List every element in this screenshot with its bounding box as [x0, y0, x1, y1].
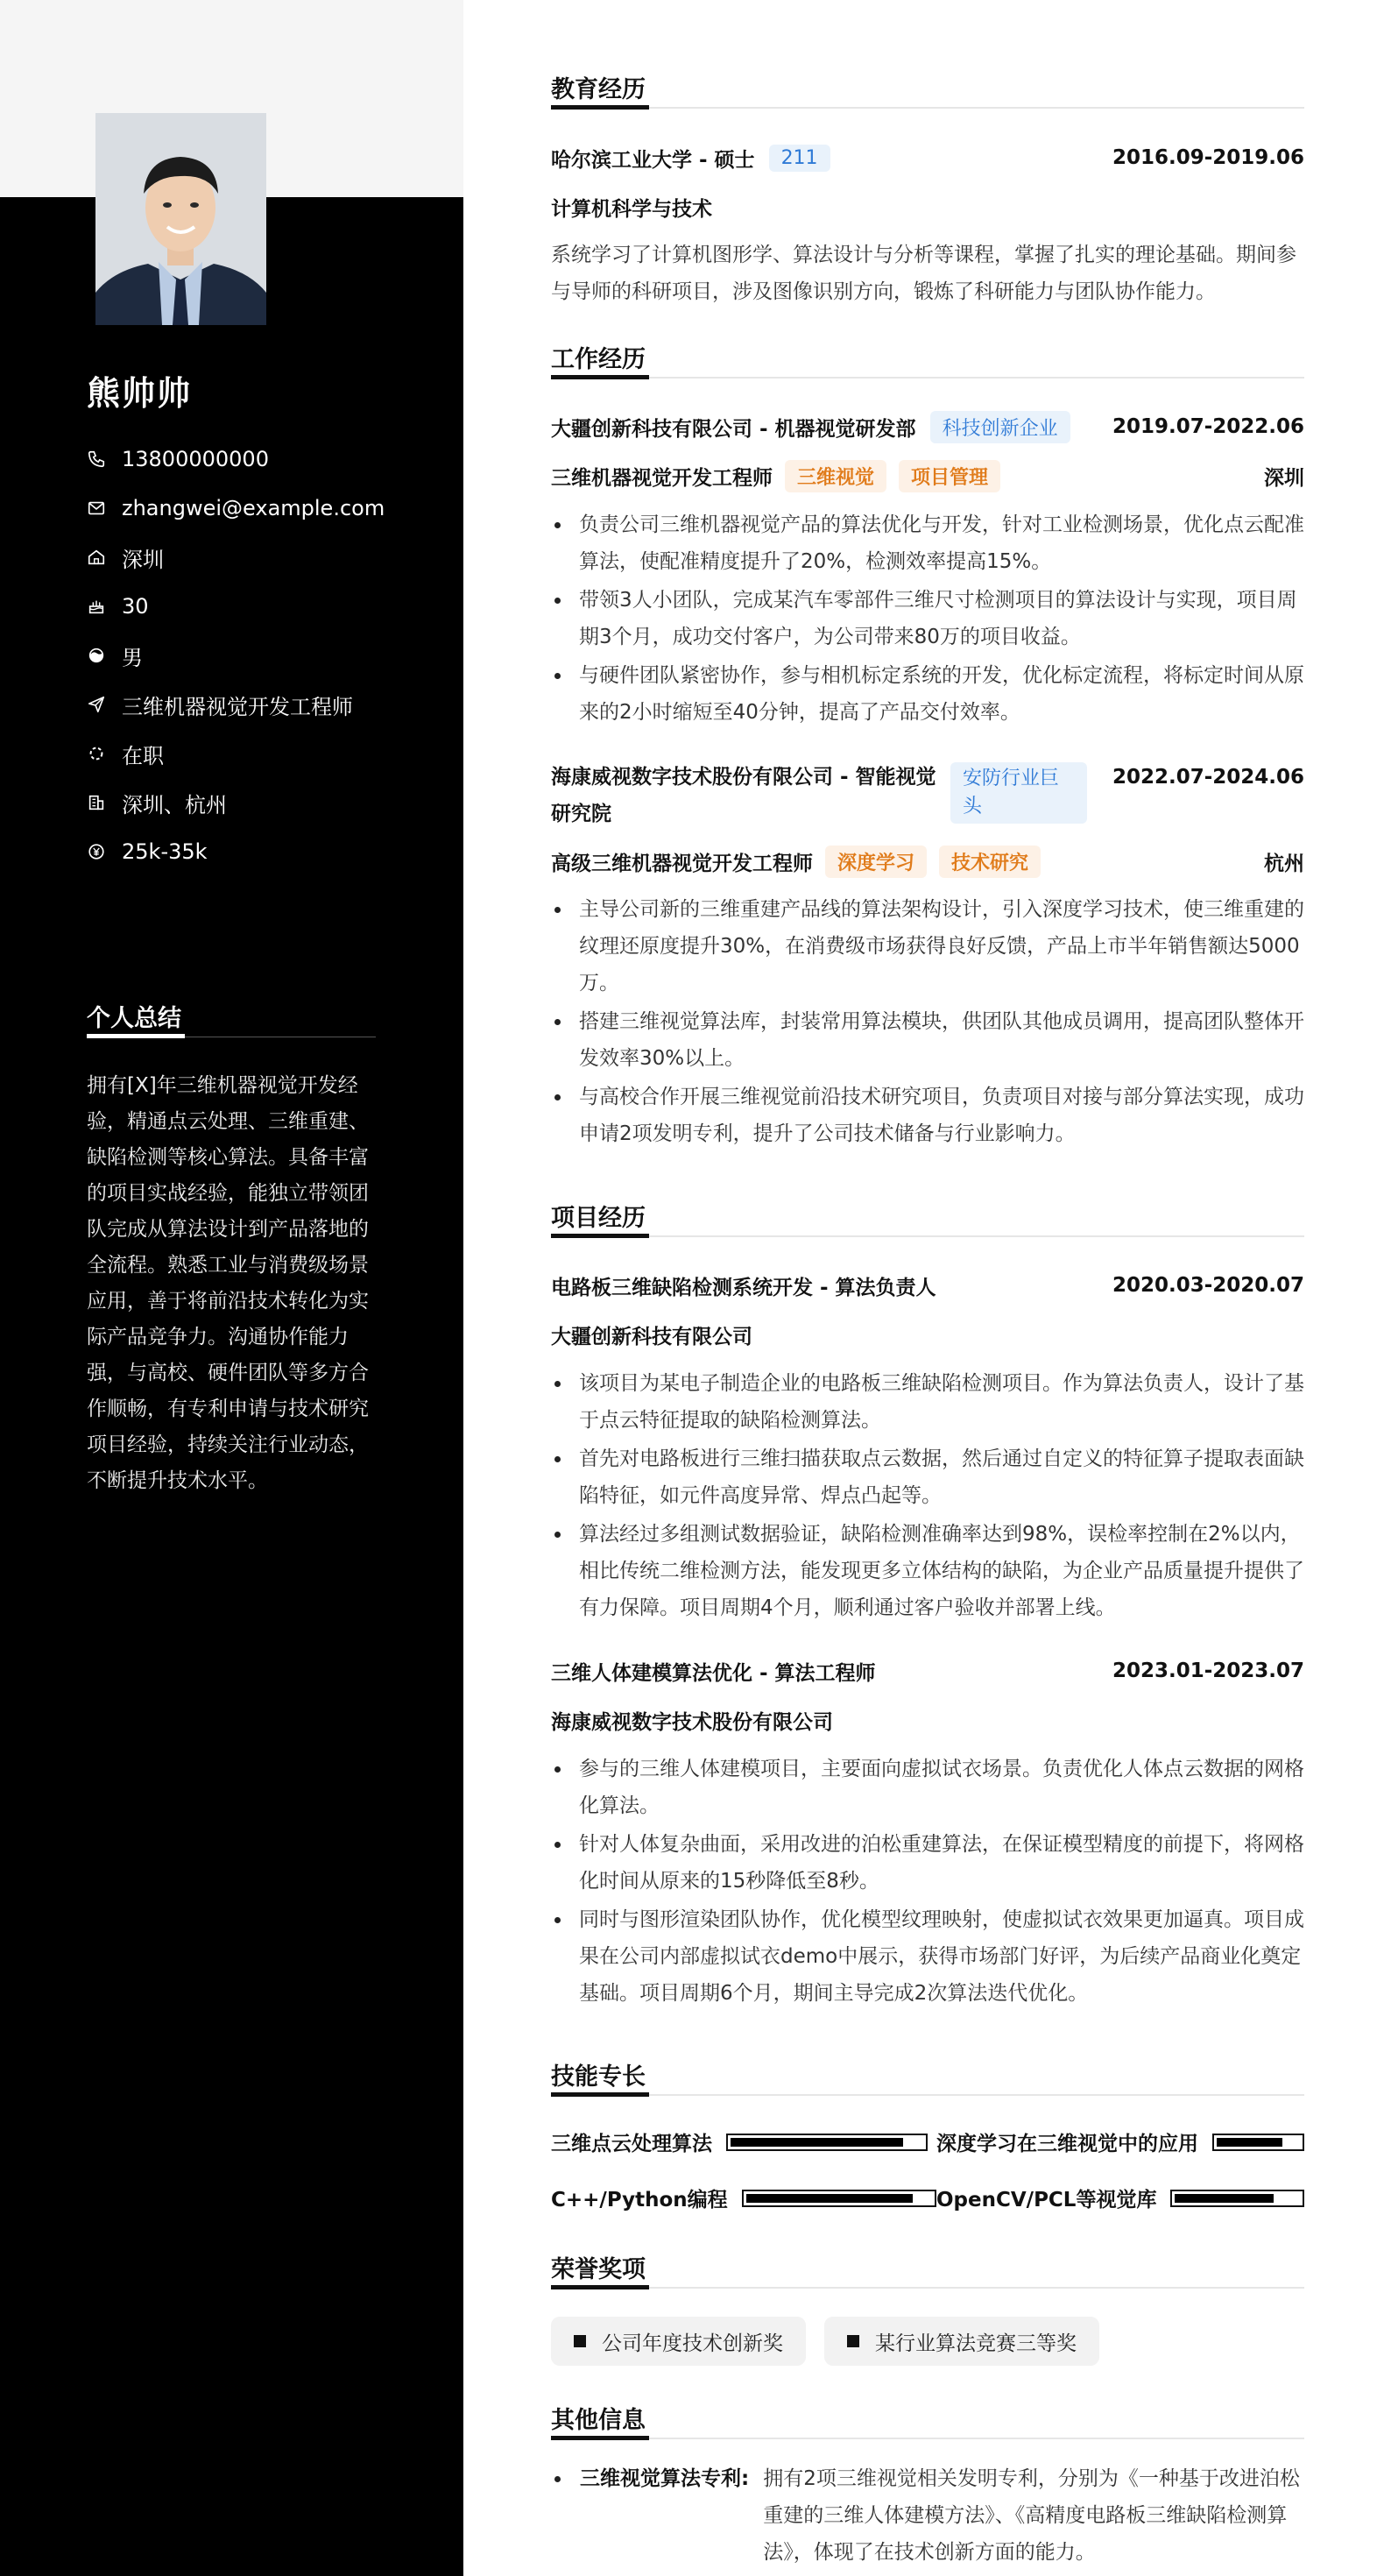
skills-row-1 [551, 2127, 1304, 2156]
project-2-date: 2023.01-2023.07 [1112, 1660, 1304, 1682]
list-item: 首先对电路板进行三维扫描获取点云数据，然后通过自定义的特征算子提取表面缺陷特征，如元件高度异常、焊点凸起等。 [551, 1440, 1304, 1514]
skill-name: C++/Python编程 [551, 2189, 728, 2212]
list-item: 带领3人小团队，完成某汽车零部件三维尺寸检测项目的算法设计与实现，项目周期3个月，成功交付客户，为公司带来80万的项目收益。 [551, 582, 1304, 655]
skill-name: 三维点云处理算法 [551, 2133, 712, 2155]
skills-row-2 [551, 2183, 1304, 2212]
skill-item [551, 2127, 936, 2156]
building-icon [87, 793, 106, 812]
skill-bar-fill [1217, 2138, 1282, 2147]
target-city-text: 深圳、杭州 [122, 792, 227, 817]
education-description: 系统学习了计算机图形学、算法设计与分析等课程，掌握了扎实的理论基础。期间参与导师的科研项目，涉及图像识别方向，锻炼了科研能力与团队协作能力。 [551, 244, 1296, 303]
work-1-skill-tag: 项目管理 [899, 460, 1000, 492]
info-age [87, 582, 437, 631]
work-2-city: 杭州 [1264, 852, 1304, 875]
other-heading: 其他信息 [551, 2407, 646, 2434]
work-1-bullets [551, 506, 1304, 732]
list-item: 与硬件团队紧密协作，参与相机标定系统的开发，优化标定流程，将标定时间从原来的2小时缩短至40分钟，提高了产品交付效率。 [551, 657, 1304, 731]
awards-heading: 荣誉奖项 [551, 2256, 646, 2283]
project-1-company: 大疆创新科技有限公司 [551, 1325, 752, 1348]
home-icon [87, 548, 106, 567]
project-2-company-row [551, 1702, 1304, 1737]
work-1-role-row [551, 458, 1304, 493]
education-divider [551, 107, 1304, 109]
work-2-date: 2022.07-2024.06 [1112, 766, 1304, 789]
summary-heading: 个人总结 [87, 1005, 181, 1032]
list-item: 搭建三维视觉算法库，封装常用算法模块，供团队其他成员调用，提高团队整体开发效率30%以上。 [551, 1003, 1304, 1077]
skill-name: 深度学习在三维视觉中的应用 [936, 2133, 1198, 2155]
education-header-row [551, 140, 1304, 175]
info-salary [87, 827, 437, 876]
awards-heading-underline [551, 2285, 649, 2289]
project-1-name: 电路板三维缺陷检测系统开发 - 算法负责人 [551, 1276, 936, 1299]
status-text: 在职 [122, 743, 164, 768]
list-item: 该项目为某电子制造企业的电路板三维缺陷检测项目。作为算法负责人，设计了基于点云特征提取的缺陷检测算法。 [551, 1365, 1304, 1439]
skill-bar [726, 2134, 928, 2151]
summary-text: 拥有[X]年三维机器视觉开发经验，精通点云处理、三维重建、缺陷检测等核心算法。具备丰富的项目实战经验，能独立带领团队完成从算法设计到产品落地的全流程。熟悉工业与消费级场景应用，善于将前沿技术转化为实际产品竞争力。沟通协作能力强，与高校、硬件团队等多方合作顺畅，有专利申请与技术研究项目经验，持续关注行业动态，不断提升技术水平。 [87, 1074, 369, 1492]
project-2-header-row [551, 1653, 1304, 1688]
skill-bar [742, 2190, 936, 2207]
skill-item [936, 2127, 1304, 2156]
skills-divider [551, 2094, 1304, 2096]
list-item: 与高校合作开展三维视觉前沿技术研究项目，负责项目对接与部分算法实现，成功申请2项发明专利，提升了公司技术储备与行业影响力。 [551, 1079, 1304, 1152]
age-text: 30 [122, 594, 149, 619]
work-1-date: 2019.07-2022.06 [1112, 415, 1304, 438]
work-2-header-row [551, 759, 1304, 832]
send-icon [87, 695, 106, 714]
email-text: zhangwei@example.com [122, 496, 385, 520]
work-1-role: 三维机器视觉开发工程师 [551, 466, 773, 490]
summary-heading-underline [87, 1034, 185, 1038]
education-heading-underline [551, 105, 649, 110]
work-2-company: 海康威视数字技术股份有限公司 - 智能视觉研究院 [551, 766, 936, 825]
square-bullet-icon [574, 2335, 586, 2347]
education-heading: 教育经历 [551, 76, 646, 103]
list-item: 算法经过多组测试数据验证，缺陷检测准确率达到98%，误检率控制在2%以内，相比传统二维检测方法，能发现更多立体结构的缺陷，为企业产品质量提升提供了有力保障。项目周期4个月，顺利通过客户验收并部署上线。 [551, 1516, 1304, 1626]
location-text: 深圳 [122, 547, 164, 572]
mail-icon [87, 499, 106, 518]
work-1-skill-tag: 三维视觉 [785, 460, 886, 492]
work-2-bullets [551, 891, 1304, 1154]
work-1-header-row [551, 409, 1304, 444]
list-item: 同时与图形渲染团队协作，优化模型纹理映射，使虚拟试衣效果更加逼真。项目成果在公司内部虚拟试衣demo中展示，获得市场部门好评，为后续产品商业化奠定基础。项目周期6个月，期间主导完成2次算法迭代优化。 [551, 1901, 1304, 2012]
award-chip [551, 2317, 806, 2366]
list-item: 针对人体复杂曲面，采用改进的泊松重建算法，在保证模型精度的前提下，将网格化时间从原来的15秒降低至8秒。 [551, 1826, 1304, 1900]
info-location [87, 533, 437, 582]
avatar-portrait-icon [95, 113, 266, 325]
work-heading: 工作经历 [551, 346, 646, 373]
project-2-name: 三维人体建模算法优化 - 算法工程师 [551, 1661, 876, 1685]
project-1-bullets [551, 1365, 1304, 1628]
work-divider [551, 377, 1304, 379]
loading-icon [87, 744, 106, 763]
skill-name: OpenCV/PCL等视觉库 [936, 2189, 1157, 2212]
work-2-skill-tag: 技术研究 [939, 846, 1041, 878]
gender-text: 男 [122, 645, 143, 670]
info-email [87, 484, 437, 533]
salary-text: 25k-35k [122, 839, 208, 864]
info-status [87, 729, 437, 778]
work-2-role: 高级三维机器视觉开发工程师 [551, 852, 813, 875]
project-2-bullets [551, 1751, 1304, 2013]
other-heading-underline [551, 2436, 649, 2440]
list-item: 参与的三维人体建模项目，主要面向虚拟试衣场景。负责优化人体点云数据的网格化算法。 [551, 1751, 1304, 1824]
projects-heading: 项目经历 [551, 1205, 646, 1232]
work-1-company-tag: 科技创新企业 [930, 411, 1070, 443]
cake-icon [87, 597, 106, 616]
phone-text: 13800000000 [122, 447, 269, 471]
projects-heading-underline [551, 1234, 649, 1238]
info-position [87, 680, 437, 729]
skill-bar-fill [746, 2194, 914, 2203]
education-major-row [551, 189, 1304, 224]
square-bullet-icon [847, 2335, 859, 2347]
list-item: 主导公司新的三维重建产品线的算法架构设计，引入深度学习技术，使三维重建的纹理还原度提升30%，在消费级市场获得良好反馈，产品上市半年销售额达5000万。 [551, 891, 1304, 1001]
skills-heading-underline [551, 2092, 649, 2097]
bullet-icon [554, 2476, 561, 2482]
award-text: 公司年度技术创新奖 [602, 2332, 783, 2355]
other-divider [551, 2438, 1304, 2439]
skill-item [936, 2183, 1304, 2212]
contact-info-list [87, 435, 437, 876]
education-school: 哈尔滨工业大学 - 硕士 [551, 148, 755, 172]
skills-heading: 技能专长 [551, 2063, 646, 2091]
work-heading-underline [551, 375, 649, 379]
skill-bar [1212, 2134, 1304, 2151]
other-info-key: 三维视觉算法专利: [580, 2467, 750, 2490]
gender-icon [87, 646, 106, 665]
info-target-city [87, 778, 437, 827]
other-info-value: 拥有2项三维视觉相关发明专利，分别为《一种基于改进泊松重建的三维人体建模方法》、《高精度电路板三维缺陷检测算法》，体现了在技术创新方面的能力。 [763, 2467, 1300, 2564]
candidate-name: 熊帅帅 [87, 374, 193, 413]
work-2-role-row [551, 844, 1304, 879]
position-text: 三维机器视觉开发工程师 [122, 694, 353, 719]
project-2-company: 海康威视数字技术股份有限公司 [551, 1710, 833, 1734]
project-1-date: 2020.03-2020.07 [1112, 1274, 1304, 1297]
info-phone [87, 435, 437, 484]
work-2-skill-tag: 深度学习 [825, 846, 927, 878]
award-chip [824, 2317, 1099, 2366]
project-1-header-row [551, 1268, 1304, 1303]
education-major: 计算机科学与技术 [551, 197, 712, 221]
skill-bar [1170, 2190, 1304, 2207]
skill-item [551, 2183, 936, 2212]
avatar [95, 113, 266, 325]
phone-icon [87, 449, 106, 469]
awards-divider [551, 2287, 1304, 2289]
work-1-company: 大疆创新科技有限公司 - 机器视觉研发部 [551, 417, 916, 441]
work-1-city: 深圳 [1264, 466, 1304, 490]
list-item: 负责公司三维机器视觉产品的算法优化与开发，针对工业检测场景，优化点云配准算法，使配准精度提升了20%，检测效率提高15%。 [551, 506, 1304, 580]
project-1-company-row [551, 1317, 1304, 1352]
projects-divider [551, 1235, 1304, 1237]
education-date: 2016.09-2019.06 [1112, 146, 1304, 169]
other-info-item [551, 2460, 1304, 2571]
skill-bar-fill [731, 2138, 903, 2147]
award-text: 某行业算法竞赛三等奖 [875, 2332, 1077, 2355]
yuan-icon [87, 842, 106, 861]
skill-bar-fill [1175, 2194, 1274, 2203]
education-tag: 211 [769, 145, 830, 172]
info-gender [87, 631, 437, 680]
work-2-company-tag: 安防行业巨头 [950, 762, 1087, 824]
